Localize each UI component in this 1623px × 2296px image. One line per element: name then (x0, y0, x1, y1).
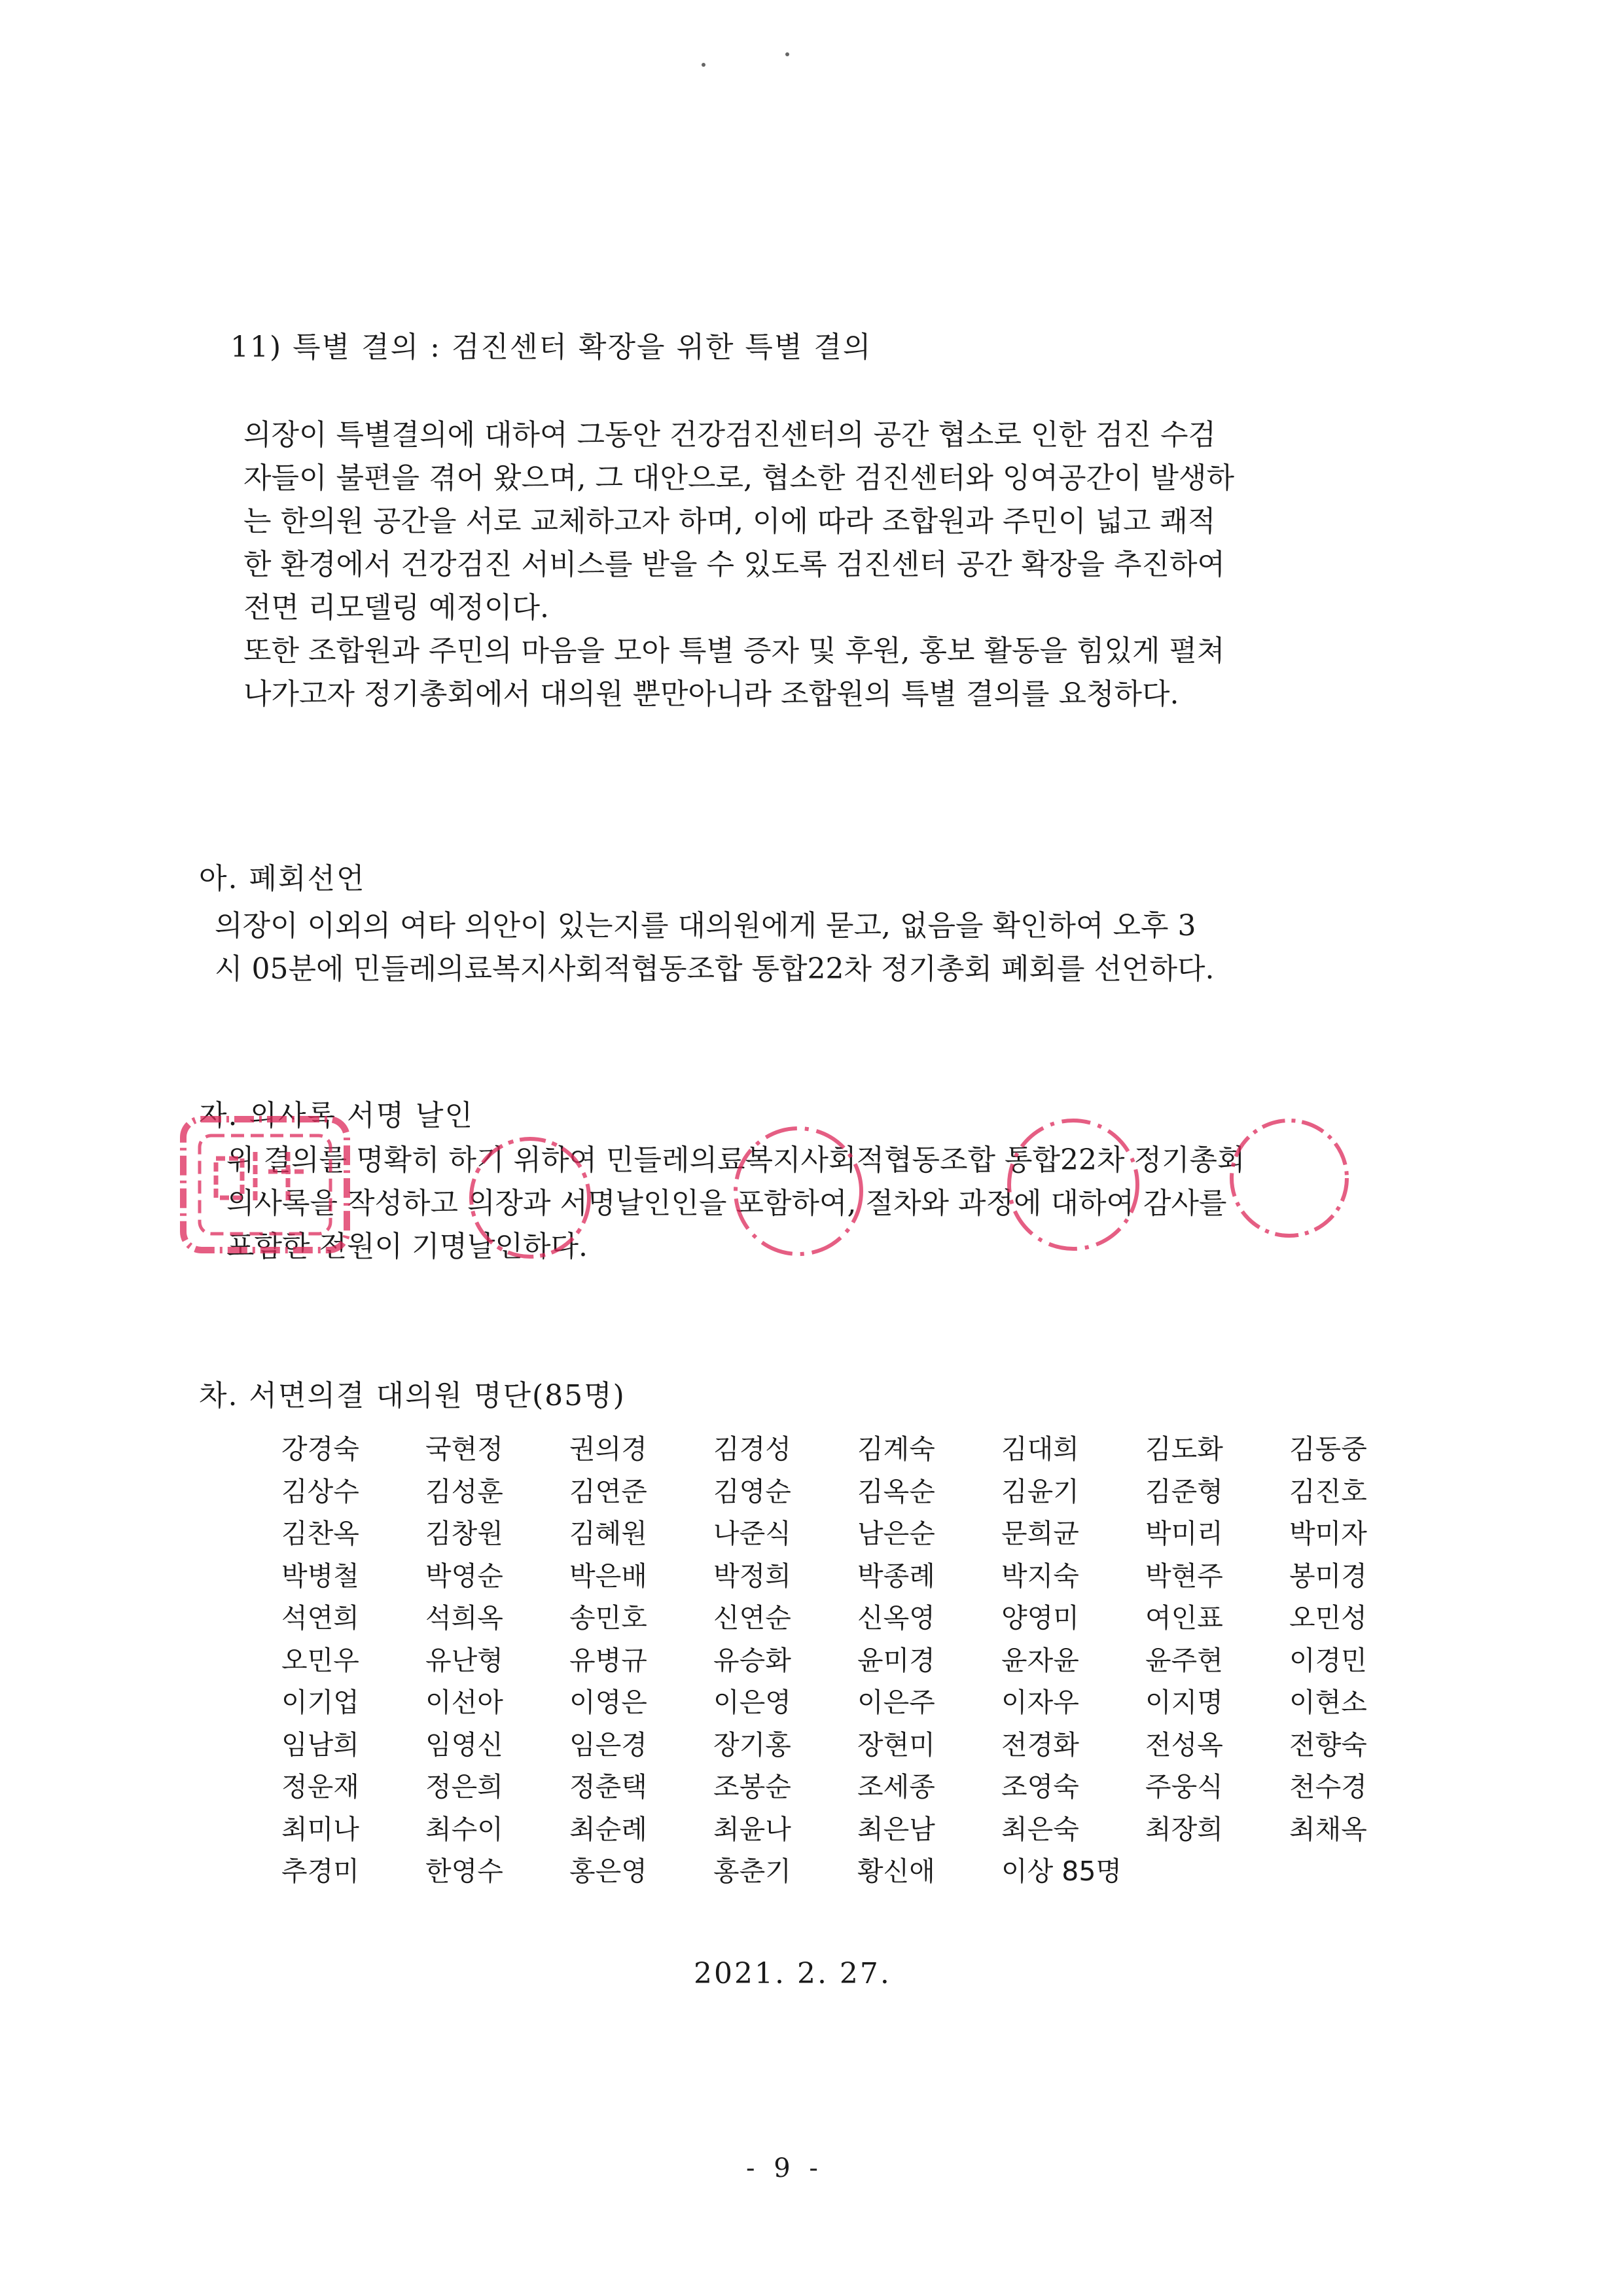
delegate-name: 이은주 (857, 1687, 935, 1718)
delegate-name: 김준형 (1145, 1475, 1223, 1507)
text-line: 시 05분에 민들레의료복지사회적협동조합 통합22차 정기총회 폐회를 선언하다. (215, 952, 1215, 986)
delegate-name: 박영순 (425, 1560, 503, 1592)
delegate-name: 조세종 (857, 1771, 935, 1803)
delegate-name: 윤자윤 (1001, 1644, 1079, 1676)
delegate-name: 김동중 (1289, 1433, 1367, 1465)
delegate-name: 추경미 (281, 1856, 359, 1887)
delegate-name: 신연순 (713, 1602, 791, 1634)
delegate-name: 최장희 (1145, 1813, 1223, 1845)
delegate-name: 김계숙 (857, 1433, 935, 1465)
delegate-name: 김성훈 (425, 1475, 503, 1507)
delegate-name: 이경민 (1289, 1644, 1367, 1676)
delegate-name: 장기홍 (713, 1729, 791, 1761)
delegate-name: 김진호 (1289, 1475, 1367, 1507)
text-line: 자들이 불편을 겪어 왔으며, 그 대안으로, 협소한 검진센터와 잉여공간이 발생하 (243, 461, 1234, 495)
delegate-name: 최미나 (281, 1813, 359, 1845)
delegate-name: 김영순 (713, 1475, 791, 1507)
delegate-name: 임영신 (425, 1729, 503, 1761)
delegate-name: 이현소 (1289, 1687, 1367, 1718)
delegate-name: 김상수 (281, 1475, 359, 1507)
text-line: 나가고자 정기총회에서 대의원 뿐만아니라 조합원의 특별 결의를 요청하다. (243, 677, 1179, 711)
text-line: 또한 조합원과 주민의 마음을 모아 특별 증자 및 후원, 홍보 활동을 힘있게 펼쳐 (243, 634, 1225, 668)
delegate-name: 김도화 (1145, 1433, 1223, 1465)
delegate-name: 최수이 (425, 1813, 503, 1845)
delegate-name: 천수경 (1289, 1771, 1367, 1803)
delegate-name: 임남희 (281, 1729, 359, 1761)
delegate-name: 최은숙 (1001, 1813, 1079, 1845)
section-11-heading: 11) 특별 결의 : 검진센터 확장을 위한 특별 결의 (230, 331, 872, 364)
page-number: - 9 - (746, 2153, 823, 2183)
delegate-name: 전성옥 (1145, 1729, 1223, 1761)
delegate-name: 최윤나 (713, 1813, 791, 1845)
delegate-name: 이선아 (425, 1687, 503, 1718)
delegate-name: 홍은영 (569, 1856, 647, 1887)
delegate-name: 이지명 (1145, 1687, 1223, 1718)
text-line: 는 한의원 공간을 서로 교체하고자 하며, 이에 따라 조합원과 주민이 넓고 쾌적 (243, 505, 1216, 538)
delegate-name: 남은순 (857, 1518, 935, 1549)
delegate-name: 오민성 (1289, 1602, 1367, 1634)
text-line: 전면 리모델링 예정이다. (243, 591, 549, 624)
delegate-name: 강경숙 (281, 1433, 359, 1465)
text-line: 포함한 전원이 기명날인하다. (226, 1230, 588, 1263)
delegate-name: 윤주현 (1145, 1644, 1223, 1676)
delegate-name: 박미리 (1145, 1518, 1223, 1549)
delegate-name: 권의경 (569, 1433, 647, 1465)
delegate-name: 최채옥 (1289, 1813, 1367, 1845)
delegate-name: 박지숙 (1001, 1560, 1079, 1592)
delegate-name: 박정희 (713, 1560, 791, 1592)
text-line: 의장이 이외의 여타 의안이 있는지를 대의원에게 묻고, 없음을 확인하여 오후 3 (215, 909, 1196, 942)
text-line: 위 결의를 명확히 하기 위하여 민들레의료복지사회적협동조합 통합22차 정기총회 (226, 1143, 1245, 1177)
delegate-name: 박현주 (1145, 1560, 1223, 1592)
delegate-name: 윤미경 (857, 1644, 935, 1676)
delegate-name: 여인표 (1145, 1602, 1223, 1634)
delegate-name: 김옥순 (857, 1475, 935, 1507)
delegate-name: 전경화 (1001, 1729, 1079, 1761)
delegate-name: 이은영 (713, 1687, 791, 1718)
delegate-name: 석희옥 (425, 1602, 503, 1634)
delegate-name: 신옥영 (857, 1602, 935, 1634)
delegate-name: 김찬옥 (281, 1518, 359, 1549)
delegate-name: 양영미 (1001, 1602, 1079, 1634)
delegate-name: 황신애 (857, 1856, 935, 1887)
delegate-name: 유난형 (425, 1644, 503, 1676)
document-date: 2021. 2. 27. (694, 1957, 891, 1990)
delegate-name: 최순례 (569, 1813, 647, 1845)
section-member-list-heading: 차. 서면의결 대의원 명단(85명) (199, 1379, 626, 1412)
section-11-body (243, 414, 1361, 716)
delegate-name: 홍춘기 (713, 1856, 791, 1887)
delegate-name: 김혜원 (569, 1518, 647, 1549)
delegate-name: 정운재 (281, 1771, 359, 1803)
delegate-name: 박병철 (281, 1560, 359, 1592)
delegate-name: 정춘택 (569, 1771, 647, 1803)
delegate-name: 석연희 (281, 1602, 359, 1634)
delegate-name: 박종례 (857, 1560, 935, 1592)
delegate-name: 조봉순 (713, 1771, 791, 1803)
delegate-name: 장현미 (857, 1729, 935, 1761)
delegate-name: 유병규 (569, 1644, 647, 1676)
delegate-name: 김연준 (569, 1475, 647, 1507)
delegate-name: 임은경 (569, 1729, 647, 1761)
delegate-name: 문희균 (1001, 1518, 1079, 1549)
delegate-name: 송민호 (569, 1602, 647, 1634)
delegate-name: 이자우 (1001, 1687, 1079, 1718)
delegate-name: 정은희 (425, 1771, 503, 1803)
delegate-name: 주웅식 (1145, 1771, 1223, 1803)
delegate-name: 전향숙 (1289, 1729, 1367, 1761)
delegate-total: 이상 85명 (1001, 1856, 1122, 1887)
delegate-name: 박은배 (569, 1560, 647, 1592)
delegate-name: 봉미경 (1289, 1560, 1367, 1592)
section-signature-heading: 자. 의사록 서명 날인 (199, 1099, 474, 1132)
scan-speck (785, 52, 789, 56)
delegate-name: 한영수 (425, 1856, 503, 1887)
delegate-name: 최은남 (857, 1813, 935, 1845)
delegate-name: 조영숙 (1001, 1771, 1079, 1803)
section-signature-body (226, 1139, 1361, 1268)
delegate-name: 이기업 (281, 1687, 359, 1718)
delegate-name-grid (281, 1428, 1368, 1893)
section-closing-body (215, 905, 1361, 991)
delegate-name: 김경성 (713, 1433, 791, 1465)
delegate-name: 오민우 (281, 1644, 359, 1676)
delegate-name: 나준식 (713, 1518, 791, 1549)
delegate-name: 박미자 (1289, 1518, 1367, 1549)
text-line: 의사록을 작성하고 의장과 서명날인인을 포함하여, 절차와 과정에 대하여 감사를 (226, 1187, 1227, 1220)
delegate-name: 김대희 (1001, 1433, 1079, 1465)
delegate-name: 김창원 (425, 1518, 503, 1549)
text-line: 의장이 특별결의에 대하여 그동안 건강검진센터의 공간 협소로 인한 검진 수검 (243, 418, 1217, 452)
delegate-name: 유승화 (713, 1644, 791, 1676)
delegate-name: 이영은 (569, 1687, 647, 1718)
delegate-name: 국현정 (425, 1433, 503, 1465)
scan-speck (702, 63, 705, 67)
text-line: 한 환경에서 건강검진 서비스를 받을 수 있도록 검진센터 공간 확장을 추진하여 (243, 548, 1225, 581)
section-closing-heading: 아. 폐회선언 (199, 862, 366, 895)
delegate-name: 김윤기 (1001, 1475, 1079, 1507)
